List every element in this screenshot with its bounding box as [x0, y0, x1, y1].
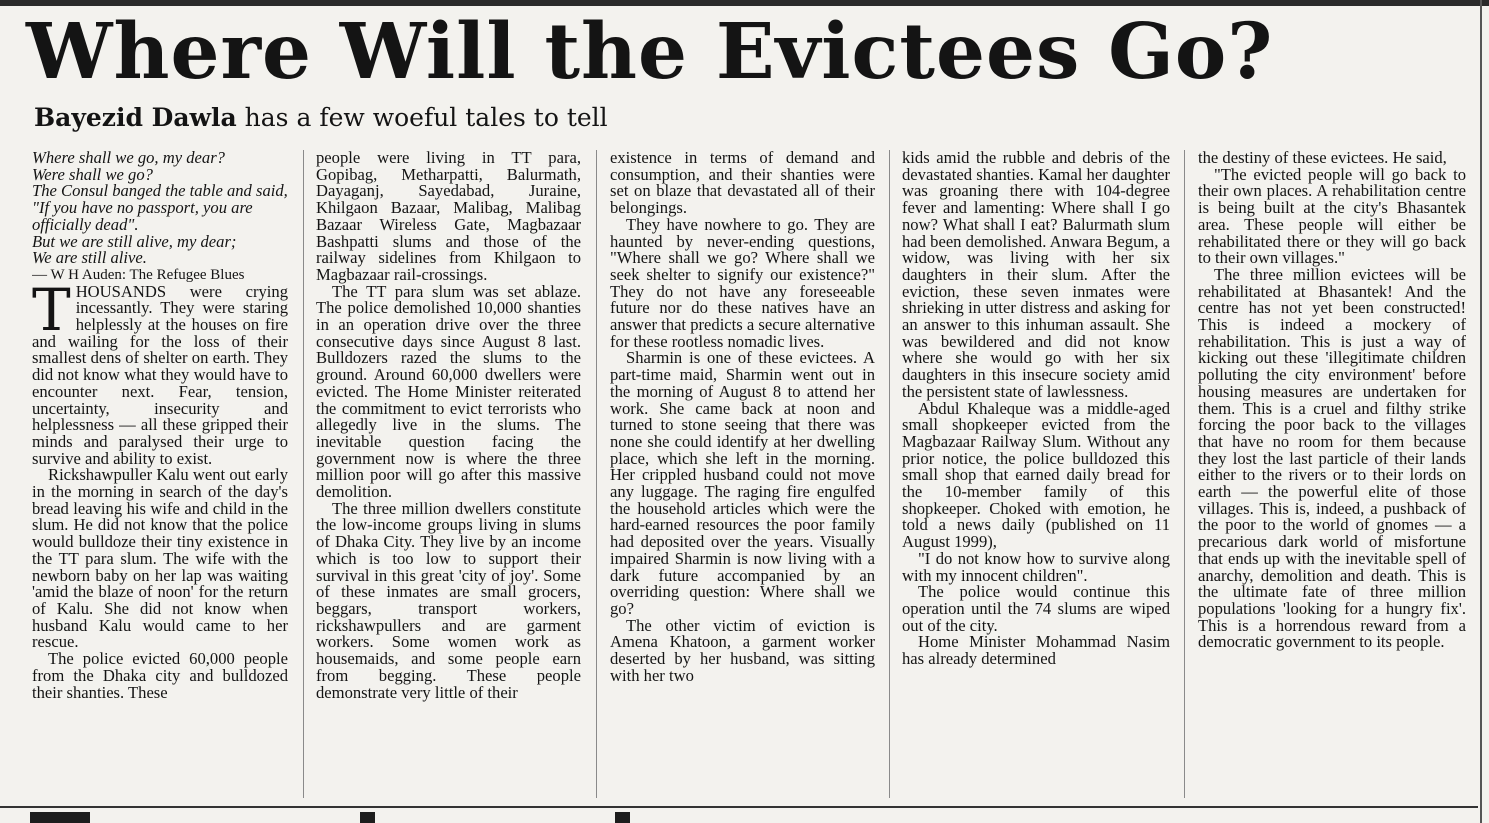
paragraph: The TT para slum was set ablaze. The police demolished 10,000 shanties in an operation drive over the three consecutive days since August 8 last. Bulldozers razed the slums to the ground. Around 60,000 dwellers were evicted. The Home Minister reiterated the commitment to evict terrorists who allegedly live in the slums. The inevitable question facing the government now is where the three million poor will go after this massive demolition.: [316, 281, 581, 502]
page-edge-rule: [1480, 0, 1482, 823]
paragraph: The other victim of eviction is Amena Khatoon, a garment worker deserted by her husband, was sitting with her two: [610, 615, 875, 685]
column-divider: [889, 150, 890, 798]
paragraph: The three million evictees will be rehabilitated at Bhasantek! And the centre has not yet been constructed! This is indeed a mockery of rehabilitation. This is just a way of kicking out these 'illegitimate children polluting the city environment' before housing measures are undertaken for them. This is a cruel and filthy strike forcing the poor back to the villages that have no room for them because they lost the last particle of their lands either to the rivers or to their lords on earth — the powerful elite of those villages. This is, indeed, a pushback of the poor to the world of gnomes — a precarious dark world of misfortune that ends up with the inevitable spell of anarchy, demolition and death. This is the ultimate fate of three million populations 'looking for a hungry fix'. This is a horrendous reward from a democratic government to its people.: [1198, 264, 1466, 652]
article-column-4: [902, 150, 1170, 800]
epigraph: [32, 150, 288, 284]
paragraph: the destiny of these evictees. He said,: [1198, 150, 1447, 167]
paragraph: The police evicted 60,000 people from the Dhaka city and bulldozed their shanties. These: [32, 649, 288, 702]
epigraph-line: Were shall we go?: [32, 164, 153, 184]
byline-author: Bayezid Dawla: [34, 103, 237, 132]
paragraph: They have nowhere to go. They are haunted by never-ending questions, "Where shall we go? Where shall we seek shelter to signify our existence?" They do not have any foreseeable future nor do these natives have an answer that predicts a secure alternative for these rootless nomadic lives.: [610, 214, 875, 351]
article-column-2: [316, 150, 581, 800]
article-column-3: [610, 150, 875, 800]
paragraph: Abdul Khaleque was a middle-aged small shopkeeper evicted from the Magbazaar Railway Slum. Without any prior notice, the police bulldozed this small shop that earned daily bread for the 10-member family of this shopkeeper. Choked with emotion, he told a news daily (published on 11 August 1999),: [902, 398, 1170, 552]
paragraph: Sharmin is one of these evictees. A part-time maid, Sharmin went out in the morning of August 8 to attend her work. She came back at noon and turned to stone seeing that there was none she could identify at her dwelling place, which she left in the morning. Her crippled husband could not move any luggage. The raging fire engulfed the household articles which were the hard-earned resources the poor family had deposited over the years. Visually impaired Sharmin is now living with a dark future accompanied by an overriding question: Where shall we go?: [610, 348, 875, 618]
paragraph: The three million dwellers constitute the low-income groups living in slums of Dhaka City. They live by an income which is too low to support their survival in this great 'city of joy'. Some of these inmates are small grocers, beggars, transport workers, rickshawpullers and are garment workers. Some women work as housemaids, and some people earn from begging. These people demonstrate very little of their: [316, 498, 581, 702]
byline: [34, 101, 608, 135]
paragraph: The police would continue this operation until the 74 slums are wiped out of the city.: [902, 582, 1170, 635]
column-divider: [596, 150, 597, 798]
headline: Where Will the Evictees Go?: [26, 7, 1274, 97]
paragraph: Rickshawpuller Kalu went out early in the morning in search of the day's bread leaving his wife and child in the slum. He did not know that the police would bulldoze their tiny existence in the TT para slum. The wife with the newborn baby on her lap was waiting 'amid the blaze of noon' for the return of Kalu. She did not know when husband Kalu would came to her rescue.: [32, 465, 288, 652]
paragraph: Home Minister Mohammad Nasim has already determined: [902, 632, 1170, 669]
next-article-clipped-headline: [30, 812, 930, 823]
paragraph: people were living in TT para, Gopibag, Metharpatti, Balurmath, Dayaganj, Sayedabad, Juraine, Khilgaon Bazaar, Malibag, Malibag Bazaar Wireless Gate, Magbazaar Bashpatti slums and those of the railway sidelines from Khilgaon to Magbazaar rail-crossings.: [316, 150, 581, 284]
paragraph: "The evicted people will go back to their own places. A rehabilitation centre is being built at the city's Bhasantek area. These people will either be rehabilitated there or they will go back to their own villages.": [1198, 164, 1466, 268]
epigraph-line: The Consul banged the table and said,: [32, 181, 288, 201]
byline-tagline: has a few woeful tales to tell: [236, 103, 608, 132]
paragraph: existence in terms of demand and consumption, and their shanties were set on blaze that devastated all of their belongings.: [610, 150, 875, 218]
epigraph-line: But we are still alive, my dear;: [32, 231, 237, 251]
epigraph-line: Where shall we go, my dear?: [32, 150, 225, 167]
paragraph: kids amid the rubble and debris of the devastated shanties. Kamal her daughter was groaning there with 104-degree fever and lamenting: Where shall I go now? What shall I eat? Balurmath slum had been demolished. Anwara Begum, a widow, was living with her six daughters in their slum. After the eviction, these seven inmates were shrieking in utter distress and asking for an answer to this inhuman assault. She was bewildered and did not know where she would go with her six daughters in this insecure society amid the persistent state of lawlessness.: [902, 150, 1170, 401]
paragraph: [32, 275, 288, 468]
epigraph-line: "If you have no passport, you are officially dead".: [32, 198, 253, 234]
article-column-1: [32, 150, 288, 800]
paragraph-text: HOUSANDS were crying incessantly. They were staring helplessly at the houses on fire and wailing for the loss of their smallest dens of shelter on earth. They did not know what they would have to encounter next. Fear, tension, uncertainty, insecurity and helplessness — all these gripped their minds and paralysed their urge to survive and ability to exist.: [32, 281, 288, 468]
drop-cap: T: [32, 275, 71, 344]
article-column-5: [1198, 150, 1466, 800]
bottom-rule: [0, 806, 1478, 808]
paragraph: "I do not know how to survive along with my innocent children".: [902, 548, 1170, 585]
column-divider: [1184, 150, 1185, 798]
epigraph-attribution: — W H Auden: The Refugee Blues: [32, 266, 245, 283]
epigraph-line: We are still alive.: [32, 248, 147, 268]
column-divider: [303, 150, 304, 798]
